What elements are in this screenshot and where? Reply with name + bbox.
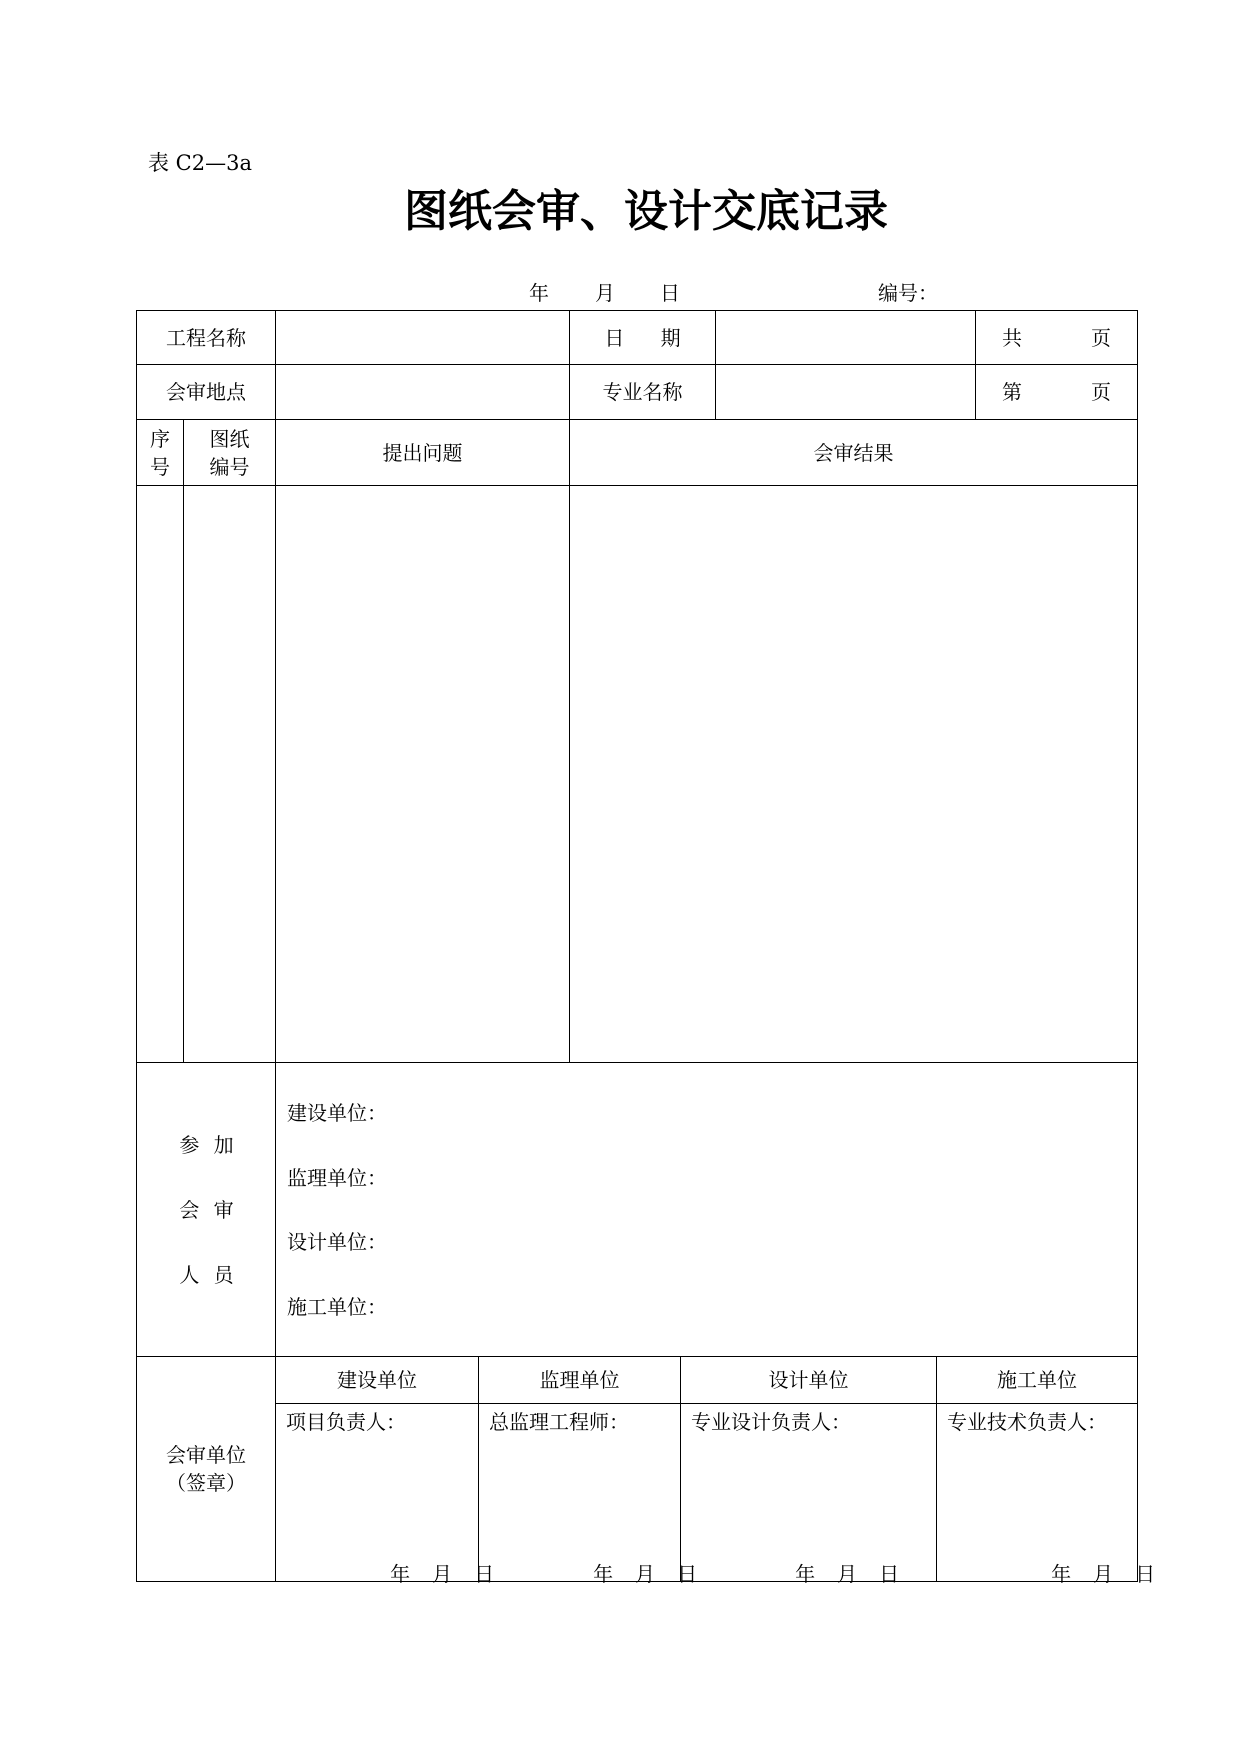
sig-year: 年 <box>593 1562 614 1586</box>
attendee-construction-unit: 建设单位： <box>287 1101 387 1125</box>
attendees-label-cell <box>137 1063 276 1357</box>
sig-cell-supervision <box>479 1404 698 1586</box>
drawing-no-header <box>184 420 276 486</box>
page-number-label: 第 <box>1002 380 1022 404</box>
seq-header-line-1: 序 <box>150 426 170 451</box>
date-value-cell <box>716 311 976 365</box>
record-table <box>136 310 1156 1586</box>
date-label: 日 期 <box>570 311 716 365</box>
sig-cell-design <box>681 1404 937 1586</box>
seq-header <box>137 420 184 486</box>
sig-role-design: 专业设计负责人： <box>691 1410 851 1434</box>
number-label: 编号： <box>878 281 938 305</box>
sig-role-supervision: 总监理工程师： <box>489 1410 629 1434</box>
sig-month: 月 <box>1093 1562 1114 1586</box>
header-day-label: 日 <box>660 281 680 305</box>
location-value-cell <box>276 365 570 420</box>
sig-role-contractor: 专业技术负责人： <box>947 1410 1107 1434</box>
sig-day: 日 <box>879 1562 900 1586</box>
sig-cell-contractor <box>937 1404 1156 1586</box>
form-code: 表 C2—3a <box>148 151 252 175</box>
seq-body-cell <box>137 486 184 1063</box>
specialty-label: 专业名称 <box>570 365 716 420</box>
sig-year: 年 <box>795 1562 816 1586</box>
attendee-design-unit: 设计单位： <box>287 1230 387 1254</box>
issues-header: 提出问题 <box>276 420 570 486</box>
drawing-no-header-line-2: 编号 <box>209 454 250 479</box>
sig-header-contractor: 施工单位 <box>937 1357 1138 1404</box>
page-title: 图纸会审、设计交底记录 <box>404 186 888 237</box>
page-number-cell <box>976 365 1138 420</box>
signature-label-line-1: 会审单位 <box>166 1443 246 1467</box>
total-pages-label: 共 <box>1002 325 1022 350</box>
header-month-label: 月 <box>595 281 615 305</box>
sig-year: 年 <box>1051 1562 1072 1586</box>
sig-date-design <box>757 1538 921 1610</box>
sig-cell-construction <box>276 1404 495 1586</box>
signature-label-cell <box>137 1357 276 1582</box>
drawing-no-header-line-1: 图纸 <box>209 426 250 451</box>
signature-label-line-2: （签章） <box>166 1471 246 1495</box>
results-header: 会审结果 <box>570 420 1138 486</box>
sig-day: 日 <box>677 1562 698 1586</box>
sig-year: 年 <box>390 1562 411 1586</box>
project-name-label: 工程名称 <box>137 311 276 365</box>
header-year-label: 年 <box>529 281 549 305</box>
seq-header-line-2: 号 <box>150 454 170 479</box>
total-pages-cell <box>976 311 1138 365</box>
location-label: 会审地点 <box>137 365 276 420</box>
attendee-contractor-unit: 施工单位： <box>287 1295 387 1319</box>
issues-body-cell <box>276 486 570 1063</box>
drawing-no-body-cell <box>184 486 276 1063</box>
attendees-label-line-3: 人 员 <box>179 1263 234 1287</box>
total-pages-unit: 页 <box>1091 325 1111 350</box>
attendees-list-cell <box>276 1063 1138 1357</box>
sig-header-supervision: 监理单位 <box>479 1357 681 1404</box>
results-body-cell <box>570 486 1138 1063</box>
sig-header-design: 设计单位 <box>681 1357 937 1404</box>
attendees-label-line-2: 会 审 <box>179 1198 234 1222</box>
project-name-value-cell <box>276 311 570 365</box>
sig-header-construction: 建设单位 <box>276 1357 479 1404</box>
sig-month: 月 <box>432 1562 453 1586</box>
sig-day: 日 <box>474 1562 495 1586</box>
sig-role-construction: 项目负责人： <box>286 1410 406 1434</box>
attendee-supervision-unit: 监理单位： <box>287 1166 387 1190</box>
attendees-label-line-1: 参 加 <box>179 1133 234 1157</box>
page-number-unit: 页 <box>1091 380 1111 404</box>
sig-month: 月 <box>635 1562 656 1586</box>
specialty-value-cell <box>716 365 976 420</box>
sig-date-contractor <box>1013 1538 1177 1610</box>
sig-day: 日 <box>1135 1562 1156 1586</box>
sig-month: 月 <box>837 1562 858 1586</box>
